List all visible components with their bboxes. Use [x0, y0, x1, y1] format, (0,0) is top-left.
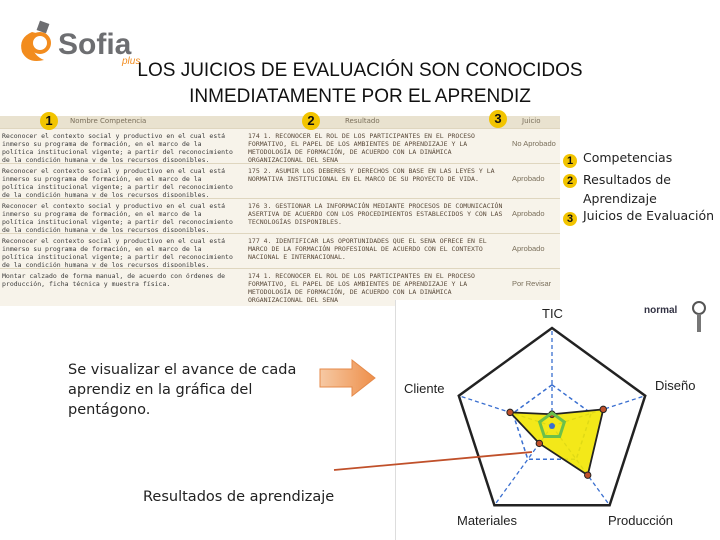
cell-resultado: 175 2. ASUMIR LOS DEBERES Y DERECHOS CON BASE EN LAS LEYES Y LA NORMATIVA INSTITUCIONAL EN EL MARCO DE SU PROYECTO DE VIDA. [248, 167, 495, 183]
badge-resultados: 2 [302, 112, 320, 130]
table-row [0, 128, 560, 163]
cell-juicio: Aprobado [512, 209, 545, 218]
slide-title: LOS JUICIOS DE EVALUACIÓN SON CONOCIDOS INMEDIATAMENTE POR EL APRENDIZ [137, 60, 583, 107]
axis-label-cliente: Cliente [404, 381, 445, 396]
table-row [0, 198, 560, 233]
legend [563, 150, 720, 228]
table-header [0, 116, 560, 128]
cell-competencia: Montar calzado de forma manual, de acuerdo con órdenes de producción, ficha técnica y muestra física. [2, 272, 226, 288]
cell-juicio: Por Revisar [512, 279, 552, 288]
normal-mode-label: normal [644, 305, 678, 316]
cell-juicio: Aprobado [512, 244, 545, 253]
axis-label-produccion: Producción [608, 513, 674, 528]
badge-competencias: 1 [40, 112, 58, 130]
cell-competencia: Reconocer el contexto social y productivo en el cual está inmerso su programa de formación, en el marco de la política institucional vigente; a partir del reconocimiento de la condición humana y de los recursos disponibles. [2, 237, 233, 267]
legend-badge: 1 [563, 154, 577, 168]
cell-juicio: Aprobado [512, 174, 545, 183]
cell-competencia: Reconocer el contexto social y productivo en el cual está inmerso su programa de formación, en el marco de la política institucional vigente; a partir del reconocimiento de la condición humana y de los recursos disponibles. [2, 132, 233, 162]
cell-resultado: 177 4. IDENTIFICAR LAS OPORTUNIDADES QUE EL SENA OFRECE EN EL MARCO DE LA FORMACIÓN PROFESIONAL DE ACUERDO CON EL CONTEXTO NACIONAL E INTERNACIONAL. [248, 237, 487, 261]
legend-item [563, 150, 720, 170]
legend-item [563, 170, 720, 208]
header-resultado: Resultado [345, 117, 380, 125]
header-juicio: Juicio [522, 117, 541, 125]
progress-note: Se visualizar el avance de cada aprendiz en la gráfica del pentágono. [68, 362, 297, 418]
cell-competencia: Reconocer el contexto social y productivo en el cual está inmerso su programa de formación, en el marco de la política institucional vigente; a partir del reconocimiento de la condición humana y de los recursos disponibles. [2, 202, 233, 232]
axis-label-materiales: Materiales [457, 513, 517, 528]
svg-text:Sofia: Sofia [58, 28, 132, 61]
legend-badge: 2 [563, 174, 577, 188]
legend-label: Juicios de Evaluación [583, 208, 715, 223]
table-row [0, 268, 560, 303]
cell-juicio: No Aprobado [512, 139, 556, 148]
legend-item [563, 208, 720, 228]
cell-resultado: 174 1. RECONOCER EL ROL DE LOS PARTICIPANTES EN EL PROCESO FORMATIVO, EL PAPEL DE LOS AMBIENTES DE APRENDIZAJE Y LA METODOLOGÍA DE FORMACIÓN, DE ACUERDO CON LA DINÁMICA ORGANIZACIONAL DEL SENA [248, 132, 475, 162]
badge-juicios: 3 [489, 110, 507, 128]
axis-label-tic: TIC [542, 306, 563, 321]
cell-resultado: 174 1. RECONOCER EL ROL DE LOS PARTICIPANTES EN EL PROCESO FORMATIVO, EL PAPEL DE LOS AMBIENTES DE APRENDIZAJE Y LA METODOLOGÍA DE FORMACIÓN, DE ACUERDO CON LA DINÁMICA ORGANIZACIONAL DEL SENA [248, 272, 475, 302]
legend-label: Competencias [583, 150, 673, 165]
axis-label-diseno: Diseño [655, 378, 696, 393]
legend-label: Resultados de Aprendizaje [583, 172, 671, 206]
cell-competencia: Reconocer el contexto social y productivo en el cual está inmerso su programa de formación, en el marco de la política institucional vigente; a partir del reconocimiento de la condición humana y de los recursos disponibles. [2, 167, 233, 197]
svg-text:plus: plus [122, 56, 141, 67]
pentagon-chart [395, 300, 711, 540]
table-row [0, 163, 560, 198]
learning-results-caption: Resultados de aprendizaje [143, 489, 335, 505]
legend-badge: 3 [563, 212, 577, 226]
results-table [0, 116, 560, 306]
header-competencia: Nombre Competencia [70, 117, 147, 125]
table-row [0, 233, 560, 268]
right-arrow-icon [318, 358, 378, 398]
cell-resultado: 176 3. GESTIONAR LA INFORMACIÓN MEDIANTE PROCESOS DE COMUNICACIÓN ASERTIVA DE ACUERDO CON LOS PROCEDIMIENTOS ESTABLECIDOS Y CON LAS TECNOLOGÍAS DISPONIBLES. [248, 202, 503, 226]
pin-icon [688, 300, 710, 334]
